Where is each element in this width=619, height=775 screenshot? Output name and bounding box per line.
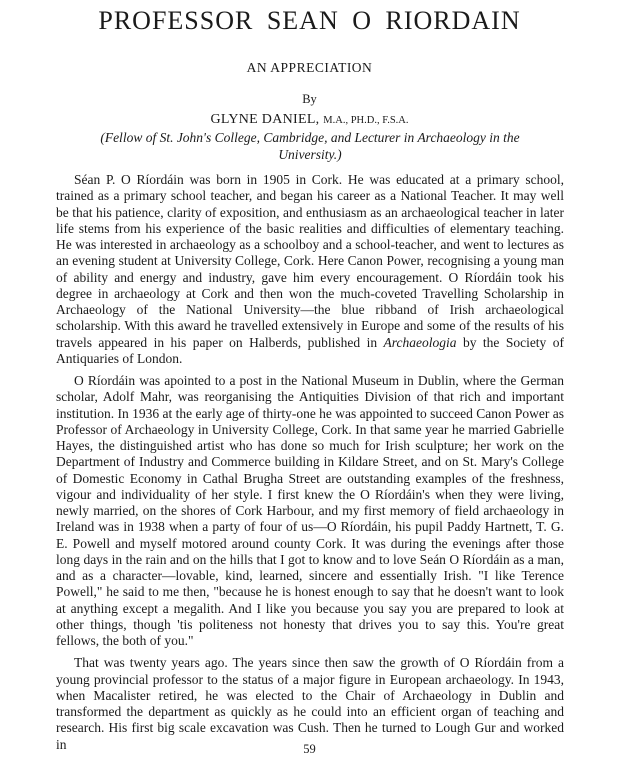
paragraph-2: O Ríordáin was apointed to a post in the National Museum in Dublin, where the German scholar, Adolf Mahr, was reorganising the Antiquities Division of that rich and important institution. In 1936 at the early age of thirty-one he was appointed to succeed Canon Power as Professor of Archaeology in University College, Cork. In that same year he married Gabrielle Hayes, the distinguished artist who has done so much for Irish sculpture; her work on the Department of Industry and Commerce building in Kildare Street, and on St. Mary's College of Domestic Economy in Cathal Brugha Street are outstanding examples of the freshness, vigour and individuality of her style. I first knew the O Ríordáin's when they were living, newly married, on the shores of Cork Harbour, and my first memory of field archaeology in Ireland was in 1938 when a party of four of us—O Ríordáin, his pupil Paddy Hartnett, T. G. E. Powell and myself motored around county Cork. It was during the evenings after those long days in the rain and on the hills that I got to know and to love Seán O Ríordáin as a man, and as a character—lovable, kind, learned, sincere and essentially Irish. "I like Terence Powell," he said to me then, "because he is honest enough to say that he doesn't want to look at anything except a megalith. And I like you because you say you are prepared to look at other things, though 'tis politeness not honesty that drives you to say this. You're great fellows, the both of you." bbox=[56, 373, 564, 648]
author-degrees: M.A., PH.D., F.S.A. bbox=[323, 115, 409, 126]
paragraph-1-end: by the Society of Antiquaries of London. bbox=[56, 334, 564, 366]
page-number: 59 bbox=[303, 742, 316, 756]
paragraph-3: That was twenty years ago. The years since then saw the growth of O Ríordáin from a young provincial professor to the status of a major figure in European archaeology. In 1943, when Macalister retired, he was elected to the Chair of Archaeology in Dublin and transformed the department as quickly as he could into an efficient organ of teaching and research. His first big scale excavation was Cush. Then he turned to Lough Gur and worked in bbox=[56, 655, 564, 752]
article-body bbox=[56, 172, 564, 759]
article-title: PROFESSOR SEAN O RIORDAIN bbox=[98, 6, 521, 35]
paragraph-1 bbox=[56, 172, 564, 367]
author-affiliation: (Fellow of St. John's College, Cambridge, and Lecturer in Archaeology in the University.) bbox=[100, 130, 520, 162]
author-line bbox=[0, 112, 619, 128]
byline-label: By bbox=[302, 92, 317, 106]
journal-title: Archaeologia bbox=[383, 334, 457, 350]
paragraph-1-text: Séan P. O Ríordáin was born in 1905 in Cork. He was educated at a primary school, trained as a primary school teacher, and began his career as a National Teacher. It may well be that his patience, clarity of exposition, and enthusiasm as an archaeological teacher in later life stems from his experience of the basic realities and difficulties of elementary teaching. He was interested in archaeology as a schoolboy and a school-teacher, and went to lectures as an evening student at University College, Cork. Here Canon Power, recognising a young man of ability and energy and industry, gave him every encouragement. O Ríordáin took his degree in archaeology at Cork and then won the much-coveted Travelling Scholarship in Archaeology of the National University—the blue ribband of Irish archaeological scholarship. With this award he travelled extensively in Europe and some of the results of his travels appeared in his paper on Halberds, published in bbox=[56, 172, 564, 350]
author-name: GLYNE DANIEL, bbox=[210, 112, 324, 127]
article-subtitle: AN APPRECIATION bbox=[246, 60, 373, 75]
